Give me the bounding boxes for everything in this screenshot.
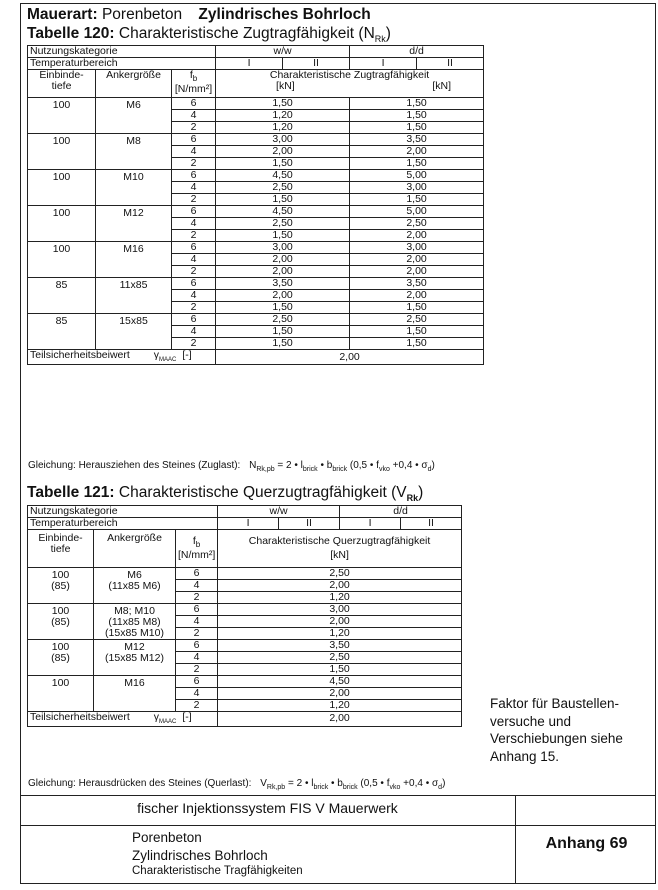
value-dd-cell: 1,50	[350, 122, 484, 134]
table-121-caption-text: Charakteristische Querzugtragfähigkeit (V	[118, 484, 407, 501]
value-ww-cell: 2,00	[216, 146, 350, 158]
table-row	[28, 206, 484, 218]
footer-divider-vertical	[515, 795, 516, 884]
col-char-shear-label: Charakteristische Querzugtragfähigkeit	[248, 535, 431, 548]
value-dd-cell: 2,00	[350, 254, 484, 266]
safety-factor-unit: [-]	[182, 349, 192, 362]
value-dd-cell: 1,50	[350, 194, 484, 206]
table-121	[27, 505, 462, 727]
embed-depth-line: 100	[51, 641, 70, 654]
fb-cell: 4	[172, 326, 216, 338]
side-note-line: Faktor für Baustellen-	[490, 696, 620, 711]
fb-cell: 6	[172, 314, 216, 326]
table-row	[28, 98, 484, 110]
fb-cell: 4	[172, 290, 216, 302]
usage-ww: w/w	[216, 46, 350, 58]
value-ww-cell: 1,50	[216, 326, 350, 338]
table-header-row	[28, 70, 484, 98]
fb-cell: 2	[172, 122, 216, 134]
safety-factor-value: 2,00	[218, 712, 462, 726]
fb-cell: 2	[172, 338, 216, 350]
value-ww-cell: 2,00	[216, 290, 350, 302]
embed-depth-cell: 85	[28, 278, 96, 314]
fb-cell: 6	[176, 640, 218, 652]
col-fb-unit: [N/mm²]	[174, 82, 213, 95]
table-row	[28, 676, 462, 688]
fb-cell: 2	[172, 158, 216, 170]
anchor-size-line: (11x85 M8)	[108, 616, 161, 629]
value-dd-cell: 3,00	[350, 242, 484, 254]
value-dd-cell: 1,50	[350, 302, 484, 314]
embed-depth-cell: 100	[28, 206, 96, 242]
temp-ww-II: II	[279, 518, 340, 530]
unit-kn-ww: [kN]	[276, 80, 295, 93]
value-cell: 4,50	[218, 676, 462, 688]
table-row	[28, 46, 484, 58]
safety-factor-symbol-sub: MAAC	[159, 357, 177, 364]
embed-depth-cell	[28, 676, 94, 712]
safety-factor-row	[28, 350, 484, 364]
table-row	[28, 604, 462, 616]
footer-description	[132, 829, 303, 879]
embed-depth-cell: 100	[28, 98, 96, 134]
table-row	[28, 506, 462, 518]
value-ww-cell: 2,50	[216, 218, 350, 230]
col-embed-depth-line2: tiefe	[50, 543, 71, 556]
anchor-size-cell	[94, 568, 176, 604]
col-fb-unit: [N/mm²]	[178, 548, 216, 561]
temp-ww-I: I	[218, 518, 279, 530]
col-embed-depth-line1: Einbinde-	[38, 532, 83, 545]
embed-depth-line: 100	[51, 605, 70, 618]
value-cell: 2,00	[218, 688, 462, 700]
embed-depth-cell: 100	[28, 170, 96, 206]
table-120-caption-text: Charakteristische Zugtragfähigkeit (N	[118, 25, 375, 42]
value-ww-cell: 1,50	[216, 158, 350, 170]
fb-cell: 6	[172, 206, 216, 218]
fb-cell: 4	[176, 616, 218, 628]
embed-depth-line: (85)	[51, 580, 70, 593]
anchor-size-cell: M12	[96, 206, 172, 242]
footer-divider-top	[20, 795, 656, 796]
fb-cell: 4	[172, 110, 216, 122]
value-ww-cell: 1,20	[216, 122, 350, 134]
fb-cell: 2	[172, 266, 216, 278]
temperature-range-label: Temperaturbereich	[28, 58, 216, 70]
col-fb-sub: b	[192, 74, 198, 84]
value-ww-cell: 2,00	[216, 266, 350, 278]
anchor-size-cell: M8	[96, 134, 172, 170]
safety-factor-symbol-sub: MAAC	[159, 719, 177, 726]
side-note	[490, 695, 623, 765]
temperature-range-label: Temperaturbereich	[28, 518, 218, 530]
embed-depth-cell	[28, 640, 94, 676]
anchor-size-cell	[94, 604, 176, 640]
value-cell: 2,00	[218, 616, 462, 628]
value-cell: 2,50	[218, 568, 462, 580]
table-row	[28, 242, 484, 254]
fb-cell: 2	[176, 628, 218, 640]
fb-cell: 6	[176, 604, 218, 616]
fb-cell: 6	[176, 676, 218, 688]
anchor-size-cell: 11x85	[96, 278, 172, 314]
value-dd-cell: 2,50	[350, 218, 484, 230]
col-char-tension	[216, 70, 484, 98]
value-ww-cell: 1,50	[216, 302, 350, 314]
col-fb	[172, 70, 216, 98]
value-dd-cell: 1,50	[350, 158, 484, 170]
table-120-number: Tabelle 120:	[27, 25, 115, 42]
anchor-size-cell: M10	[96, 170, 172, 206]
value-ww-cell: 4,50	[216, 206, 350, 218]
embed-depth-line: 100	[51, 569, 70, 582]
col-embed-depth	[28, 70, 96, 98]
embed-depth-cell: 85	[28, 314, 96, 350]
fb-cell: 6	[172, 278, 216, 290]
value-dd-cell: 1,50	[350, 326, 484, 338]
fb-cell: 2	[172, 194, 216, 206]
equation-120-formula: $N_{Rk,pb} = 2$ • $l_{brick}$ • $b_{brick}$ (0,5 • $f_{vko} +0,4$ • $\sigma_d$)	[249, 460, 435, 473]
page-header	[27, 6, 371, 24]
equation-121-label: Gleichung: Herausdrücken des Steines (Querlast):	[28, 778, 252, 789]
col-char-shear	[218, 530, 462, 568]
annex-number: Anhang 69	[545, 835, 628, 852]
fb-cell: 6	[172, 242, 216, 254]
col-fb-sub: b	[195, 540, 201, 550]
table-121-equation	[28, 778, 445, 791]
anchor-size-line: M12	[124, 641, 145, 654]
table-120-title	[27, 25, 391, 44]
temp-dd-I: I	[350, 58, 417, 70]
value-dd-cell: 1,50	[350, 110, 484, 122]
col-fb-symbol: f	[189, 69, 193, 82]
table-120-caption	[118, 25, 391, 45]
value-cell: 1,50	[218, 664, 462, 676]
table-121-title	[27, 484, 423, 503]
table-header-row	[28, 530, 462, 568]
anchor-size-cell	[94, 640, 176, 676]
value-ww-cell: 1,20	[216, 110, 350, 122]
fb-cell: 2	[172, 302, 216, 314]
fb-cell: 4	[176, 580, 218, 592]
anchor-size-line: M8; M10	[114, 605, 155, 618]
table-121-caption-sub: Rk	[406, 493, 419, 504]
anchor-size-line: (15x85 M12)	[105, 652, 164, 665]
temp-ww-I: I	[216, 58, 283, 70]
table-121-number: Tabelle 121:	[27, 484, 115, 501]
value-ww-cell: 1,50	[216, 194, 350, 206]
table-120-equation	[28, 460, 435, 473]
masonry-label: Mauerart:	[27, 6, 98, 23]
side-note-line: versuche und	[490, 713, 572, 729]
anchor-size-line: (15x85 M10)	[105, 627, 164, 640]
equation-121-formula: $V_{Rk,pb} = 2$ • $l_{brick}$ • $b_{brick}$ (0,5 • $f_{vko} +0,4$ • $\sigma_d$)	[260, 778, 446, 791]
side-note-line: Verschiebungen siehe	[490, 731, 623, 747]
safety-factor-text: Teilsicherheitsbeiwert	[30, 349, 130, 362]
value-ww-cell: 4,50	[216, 170, 350, 182]
value-cell: 2,00	[218, 580, 462, 592]
usage-category-label: Nutzungskategorie	[28, 46, 216, 58]
drill-hole-type: Zylindrisches Bohrloch	[198, 6, 371, 23]
value-dd-cell: 3,00	[350, 182, 484, 194]
col-embed-depth-line1: Einbinde-	[39, 69, 84, 82]
temp-dd-II: II	[417, 58, 484, 70]
value-dd-cell: 2,00	[350, 290, 484, 302]
table-row	[28, 314, 484, 326]
footer-line-3: Charakteristische Tragfähigkeiten	[132, 865, 303, 878]
value-dd-cell: 2,00	[350, 266, 484, 278]
side-note-line: Anhang 15.	[490, 748, 560, 764]
value-ww-cell: 1,50	[216, 338, 350, 350]
table-120-caption-close: )	[385, 25, 391, 42]
footer-system: fischer Injektionssystem FIS V Mauerwerk	[137, 800, 398, 816]
fb-cell: 6	[172, 170, 216, 182]
col-fb-symbol: f	[192, 535, 196, 548]
unit-kn-dd: [kN]	[432, 80, 452, 93]
value-cell: 3,00	[218, 604, 462, 616]
col-anchor-size-label: Ankergröße	[107, 532, 162, 545]
fb-cell: 2	[172, 230, 216, 242]
table-121-caption-close: )	[418, 484, 424, 501]
safety-factor-unit: [-]	[182, 711, 192, 724]
value-dd-cell: 2,00	[350, 230, 484, 242]
embed-depth-cell	[28, 568, 94, 604]
anchor-size-cell: 15x85	[96, 314, 172, 350]
value-dd-cell: 2,00	[350, 146, 484, 158]
unit-kn: [kN]	[330, 549, 349, 562]
value-ww-cell: 1,50	[216, 98, 350, 110]
usage-dd: d/d	[340, 506, 462, 518]
safety-factor-label	[28, 350, 216, 364]
value-ww-cell: 2,50	[216, 314, 350, 326]
table-row	[28, 568, 462, 580]
col-anchor-size	[94, 530, 176, 568]
fb-cell: 4	[172, 182, 216, 194]
usage-ww: w/w	[218, 506, 340, 518]
usage-category-label: Nutzungskategorie	[28, 506, 218, 518]
usage-dd: d/d	[350, 46, 484, 58]
fb-cell: 2	[176, 664, 218, 676]
anchor-size-line: M6	[127, 569, 142, 582]
embed-depth-line: (85)	[51, 652, 70, 665]
anchor-size-cell	[94, 676, 176, 712]
value-dd-cell: 5,00	[350, 170, 484, 182]
col-char-tension-label: Charakteristische Zugtragfähigkeit	[269, 69, 430, 82]
fb-cell: 4	[172, 146, 216, 158]
value-ww-cell: 1,50	[216, 230, 350, 242]
safety-factor-value: 2,00	[216, 350, 484, 364]
table-row	[28, 58, 484, 70]
col-anchor-size: Ankergröße	[96, 70, 172, 98]
value-dd-cell: 3,50	[350, 278, 484, 290]
col-embed-depth-line2: tiefe	[51, 80, 72, 93]
value-cell: 1,20	[218, 628, 462, 640]
table-row	[28, 640, 462, 652]
fb-cell: 6	[172, 134, 216, 146]
value-cell: 1,20	[218, 592, 462, 604]
temp-dd-I: I	[340, 518, 401, 530]
col-embed-depth	[28, 530, 94, 568]
col-fb	[176, 530, 218, 568]
table-121-caption	[118, 484, 424, 504]
safety-factor-text: Teilsicherheitsbeiwert	[30, 711, 130, 724]
value-ww-cell: 2,50	[216, 182, 350, 194]
embed-depth-cell: 100	[28, 242, 96, 278]
table-row	[28, 518, 462, 530]
value-ww-cell: 2,00	[216, 254, 350, 266]
table-row	[28, 134, 484, 146]
footer-divider-middle	[20, 825, 656, 826]
embed-depth-cell: 100	[28, 134, 96, 170]
table-row	[28, 170, 484, 182]
fb-cell: 4	[176, 688, 218, 700]
value-dd-cell: 1,50	[350, 338, 484, 350]
equation-120-label: Gleichung: Herausziehen des Steines (Zuglast):	[28, 460, 241, 471]
anchor-size-line: (11x85 M6)	[108, 580, 161, 593]
value-dd-cell: 1,50	[350, 98, 484, 110]
fb-cell: 6	[176, 568, 218, 580]
fb-cell: 4	[176, 652, 218, 664]
table-120	[27, 45, 484, 365]
value-cell: 1,20	[218, 700, 462, 712]
safety-factor-row	[28, 712, 462, 726]
fb-cell: 6	[172, 98, 216, 110]
embed-depth-line: (85)	[51, 616, 70, 629]
value-dd-cell: 2,50	[350, 314, 484, 326]
safety-factor-symbol: γ	[153, 711, 160, 724]
temp-ww-II: II	[283, 58, 350, 70]
table-120-caption-sub: Rk	[374, 34, 386, 45]
anchor-size-line: M16	[124, 677, 145, 690]
value-dd-cell: 3,50	[350, 134, 484, 146]
anchor-size-cell: M16	[96, 242, 172, 278]
fb-cell: 4	[172, 218, 216, 230]
anchor-size-cell: M6	[96, 98, 172, 134]
safety-factor-symbol: γ	[153, 349, 160, 362]
table-row	[28, 278, 484, 290]
masonry-type: Porenbeton	[101, 6, 183, 23]
value-ww-cell: 3,00	[216, 242, 350, 254]
fb-cell: 2	[176, 700, 218, 712]
safety-factor-label	[28, 712, 218, 726]
fb-cell: 2	[176, 592, 218, 604]
value-ww-cell: 3,00	[216, 134, 350, 146]
value-cell: 2,50	[218, 652, 462, 664]
footer-line-1: Porenbeton	[132, 830, 202, 845]
fb-cell: 4	[172, 254, 216, 266]
footer-line-2: Zylindrisches Bohrloch	[132, 847, 268, 863]
embed-depth-cell	[28, 604, 94, 640]
value-dd-cell: 5,00	[350, 206, 484, 218]
temp-dd-II: II	[401, 518, 462, 530]
embed-depth-line: 100	[51, 677, 70, 690]
value-ww-cell: 3,50	[216, 278, 350, 290]
value-cell: 3,50	[218, 640, 462, 652]
